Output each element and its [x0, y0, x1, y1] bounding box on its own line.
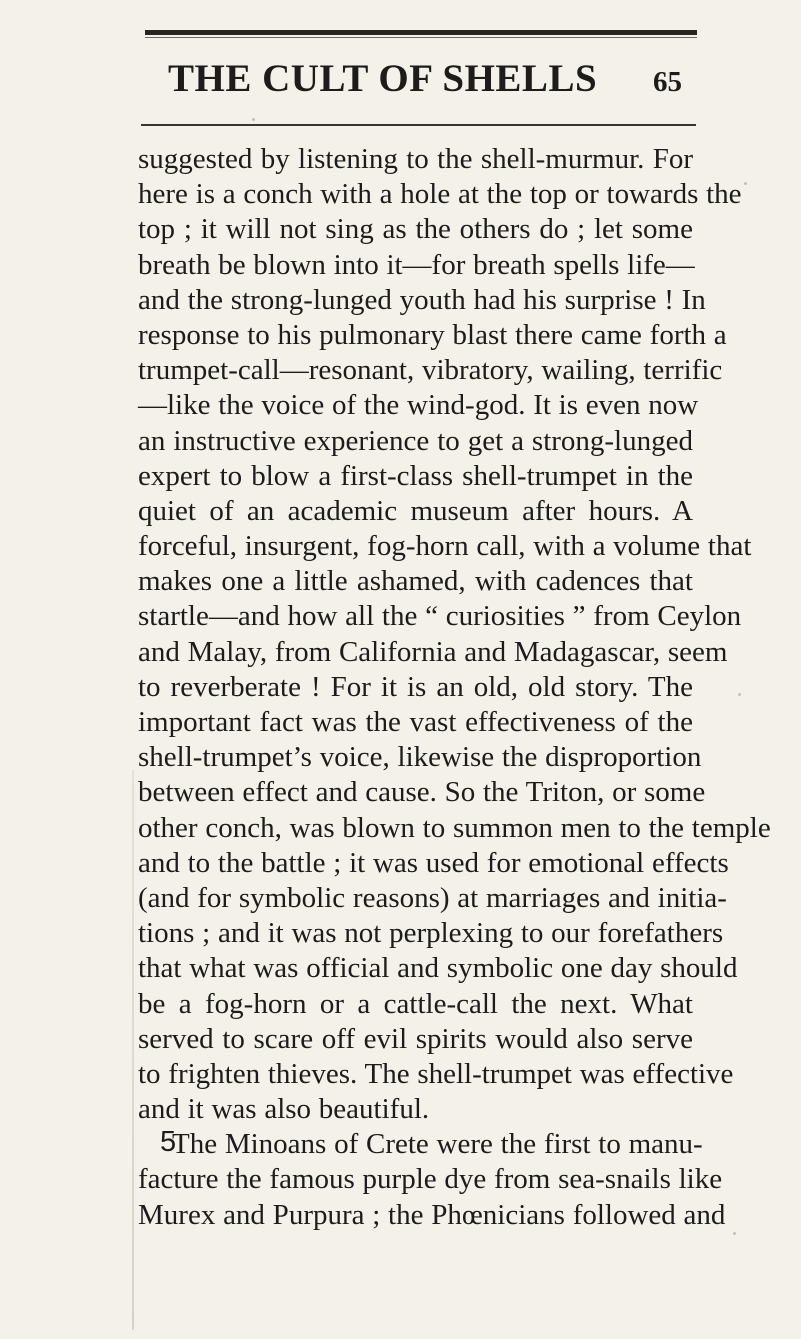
text-line: breath be blown into it—for breath spells life— [138, 248, 695, 281]
paper-speck [252, 118, 255, 121]
text-line: and Malay, from California and Madagascar, seem [138, 635, 728, 668]
text-line: suggested by listening to the shell-murmur. For [138, 143, 693, 175]
text-line: top ; it will not sing as the others do ; let some [138, 213, 693, 246]
body-text [138, 142, 771, 1233]
text-line: an instructive experience to get a strong-lunged [138, 424, 693, 457]
text-line: served to scare off evil spirits would also serve [138, 1022, 693, 1055]
text-line: here is a conch with a hole at the top or towards the [138, 178, 742, 211]
page-number: 65 [653, 66, 682, 98]
text-line: between effect and cause. So the Triton, or some [138, 776, 706, 809]
text-line: that what was official and symbolic one day should [138, 952, 738, 985]
running-title: THE CULT OF SHELLS [168, 57, 598, 100]
text-line: important fact was the vast effectiveness of the [138, 706, 693, 738]
paper-speck [744, 182, 747, 185]
text-line: response to his pulmonary blast there came forth a [138, 318, 727, 351]
text-line: startle—and how all the “ curiosities ” from Ceylon [138, 600, 742, 633]
text-line: and to the battle ; it was used for emotional effects [138, 846, 729, 879]
text-line: trumpet-call—resonant, vibratory, wailing, terrific [138, 354, 723, 387]
paragraph-end-line: and it was also beautiful. [138, 1093, 430, 1126]
text-line: shell-trumpet’s voice, likewise the disproportion [138, 741, 702, 774]
text-line: and the strong-lunged youth had his surprise ! In [138, 283, 706, 316]
text-line: tions ; and it was not perplexing to our forefathers [138, 917, 724, 950]
text-line: to frighten thieves. The shell-trumpet was effective [138, 1057, 734, 1090]
text-line: Murex and Purpura ; the Phœnicians followed and [138, 1198, 726, 1231]
header-rule [141, 124, 696, 126]
signature-mark: 5 [160, 1126, 177, 1158]
text-line: forceful, insurgent, fog-horn call, with a volume that [138, 530, 752, 563]
text-line: to reverberate ! For it is an old, old story. The [138, 670, 693, 703]
running-header [168, 58, 682, 106]
top-rule [145, 30, 697, 35]
paper-edge-shadow [132, 770, 134, 1330]
text-line: quiet of an academic museum after hours. A [138, 494, 693, 527]
text-line: other conch, was blown to summon men to the temple [138, 811, 771, 844]
text-line: be a fog-horn or a cattle-call the next. What [138, 987, 693, 1020]
paper-speck [738, 693, 741, 696]
paragraph-start-line: The Minoans of Crete were the first to manu- [172, 1128, 703, 1161]
paper-speck [733, 1232, 736, 1235]
text-line: (and for symbolic reasons) at marriages and initia- [138, 881, 727, 914]
text-line: expert to blow a first-class shell-trumpet in the [138, 459, 693, 492]
text-line: —like the voice of the wind-god. It is even now [138, 389, 699, 422]
top-rule-thin [145, 37, 697, 38]
text-line: makes one a little ashamed, with cadences that [138, 565, 693, 598]
text-line: facture the famous purple dye from sea-snails like [138, 1163, 723, 1196]
